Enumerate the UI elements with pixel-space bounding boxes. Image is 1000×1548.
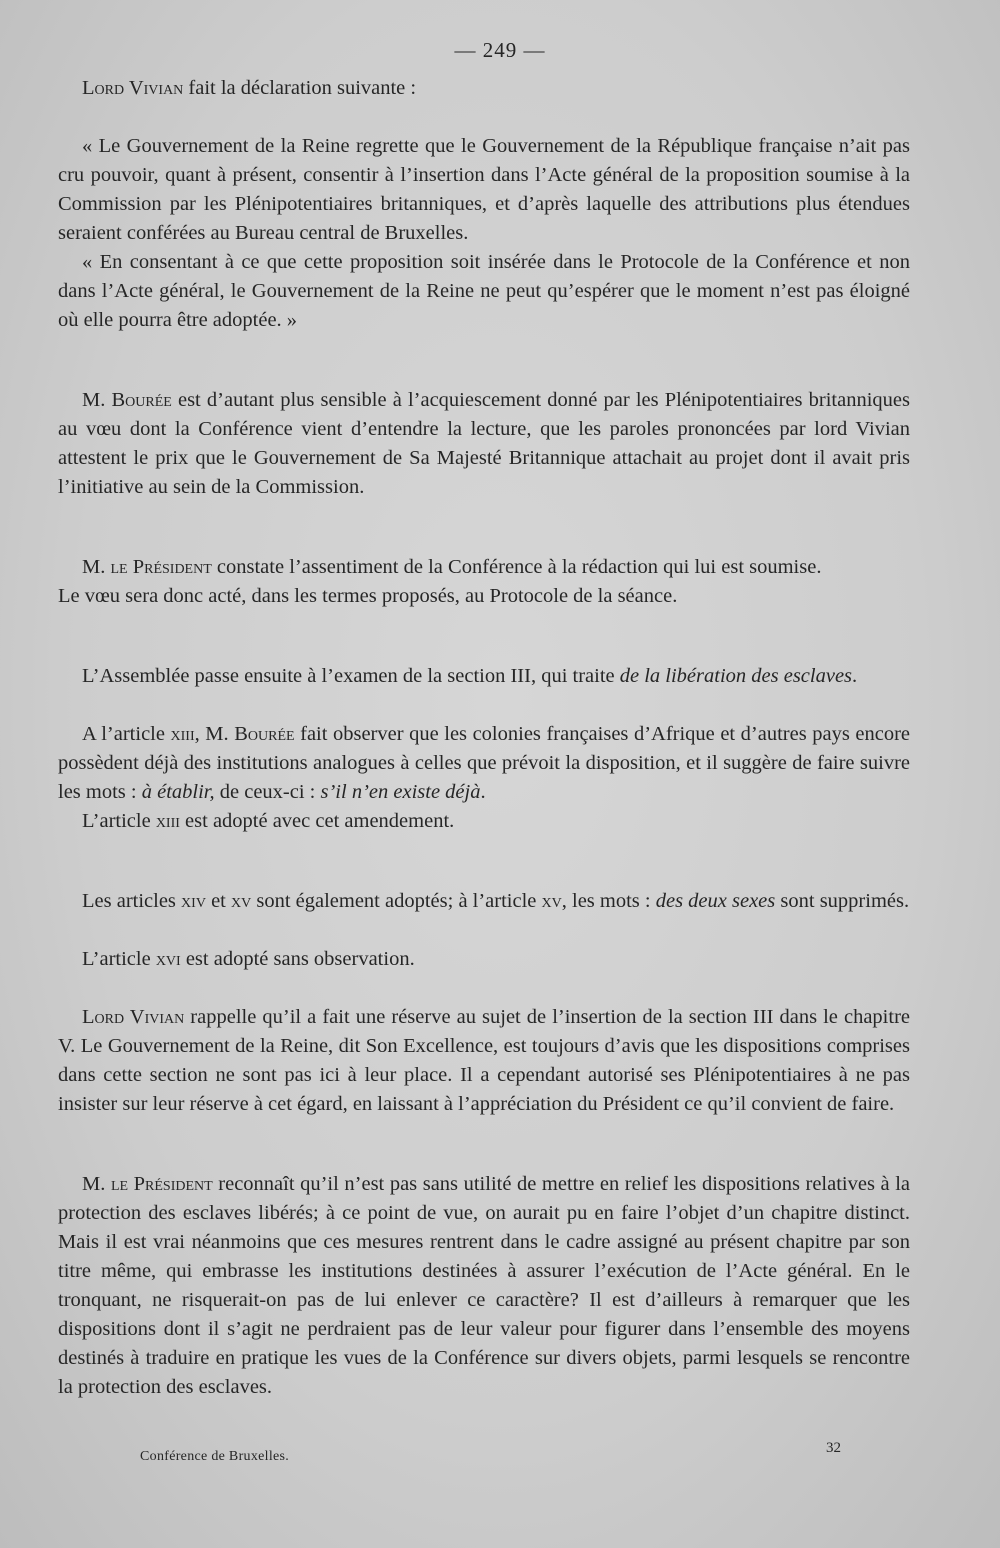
paragraph-article-16: L’article xvi est adopté sans observation. (82, 948, 415, 970)
paragraph-president-1: M. le Président constate l’assentiment de la Conférence à la rédaction qui lui est soumise. (82, 556, 822, 578)
paragraph-section-three: L’Assemblée passe ensuite à l’examen de la section III, qui traite de la libération des esclaves. (82, 665, 858, 687)
speaker-name: Bourée (111, 389, 172, 411)
paragraph-quote-1: « Le Gouvernement de la Reine regrette que le Gouvernement de la République française n’ait pas cru pouvoir, quant à présent, consentir à l’insertion dans l’Acte général de la proposition soumise à la Commission par les Plénipotentiaires britanniques, et d’après laquelle des attributions plus étendues seraient conférées au Bureau central de Bruxelles. (58, 135, 910, 244)
paragraph-quote-2: « En consentant à ce que cette proposition soit insérée dans le Protocole de la Conférence et non dans l’Acte général, le Gouvernement de la Reine ne peut qu’espérer que le moment n’est pas éloigné où elle pourra être adoptée. » (58, 251, 910, 331)
paragraph-voeu-acte: Le vœu sera donc acté, dans les termes proposés, au Protocole de la séance. (58, 585, 678, 607)
paragraph-bouree: M. Bourée est d’autant plus sensible à l’acquiescement donné par les Plénipotentiaires britanniques au vœu dont la Conférence vient d’entendre la lecture, que les paroles prononcées par lord Vivian attestent le prix que le Gouvernement de Sa Majesté Britannique attachait au projet dont il avait pris l’initiative au sein de la Commission. (58, 389, 910, 498)
speaker-name: Lord Vivian (82, 77, 184, 99)
page-number: — 249 — (454, 38, 546, 62)
paragraph-president-2: M. le Président reconnaît qu’il n’est pas sans utilité de mettre en relief les dispositions relatives à la protection des esclaves libérés; à ce point de vue, on aurait pu en faire l’objet d’un chapitre distinct. Mais il est vrai néanmoins que ces mesures rentrent dans le cadre assigné au présent chapitre par son titre même, qui embrasse les institutions destinées à assurer l’exécution de l’Acte général. En le tronquant, ne risquerait-on pas de lui enlever ce caractère? Il est d’ailleurs à remarquer que les dispositions dont il s’agit ne perdraient pas de leur valeur pour figurer dans l’ensemble des moyens destinés à traduire en pratique les vues de la Conférence sur divers objets, parmi lesquels se rencontre la protection des esclaves. (58, 1173, 910, 1398)
speaker-name: Bourée (234, 723, 295, 745)
signature-mark: 32 (826, 1440, 841, 1456)
speaker-name: Lord Vivian (82, 1006, 185, 1028)
paragraph-articles-14-15: Les articles xiv et xv sont également adoptés; à l’article xv, les mots : des deux sexes sont supprimés. (82, 890, 910, 912)
body-text (58, 74, 910, 1402)
paragraph-lord-vivian-declaration: Lord Vivian fait la déclaration suivante : (82, 77, 417, 99)
speaker-name: le Président (110, 556, 212, 578)
footer-source: Conférence de Bruxelles. (140, 1449, 290, 1464)
paragraph-lord-vivian-reserve: Lord Vivian rappelle qu’il a fait une réserve au sujet de l’insertion de la section III dans le chapitre V. Le Gouvernement de la Reine, dit Son Excellence, est toujours d’avis que les dispositions comprises dans cette section ne sont pas ici à leur place. Il a cependant autorisé ses Plénipotentiaires à ne pas insister sur leur réserve à cet égard, en laissant à l’appréciation du Président ce qu’il convient de faire. (58, 1006, 910, 1115)
speaker-name: le Président (110, 1173, 213, 1195)
paragraph-article-13-adopted: L’article xiii est adopté avec cet amendement. (82, 810, 455, 832)
paragraph-article-13: A l’article xiii, M. Bourée fait observer que les colonies françaises d’Afrique et d’autres pays encore possèdent déjà des institutions analogues à celles que prévoit la disposition, et il suggère de faire suivre les mots : à établir, de ceux-ci : s’il n’en existe déjà. (58, 723, 911, 803)
